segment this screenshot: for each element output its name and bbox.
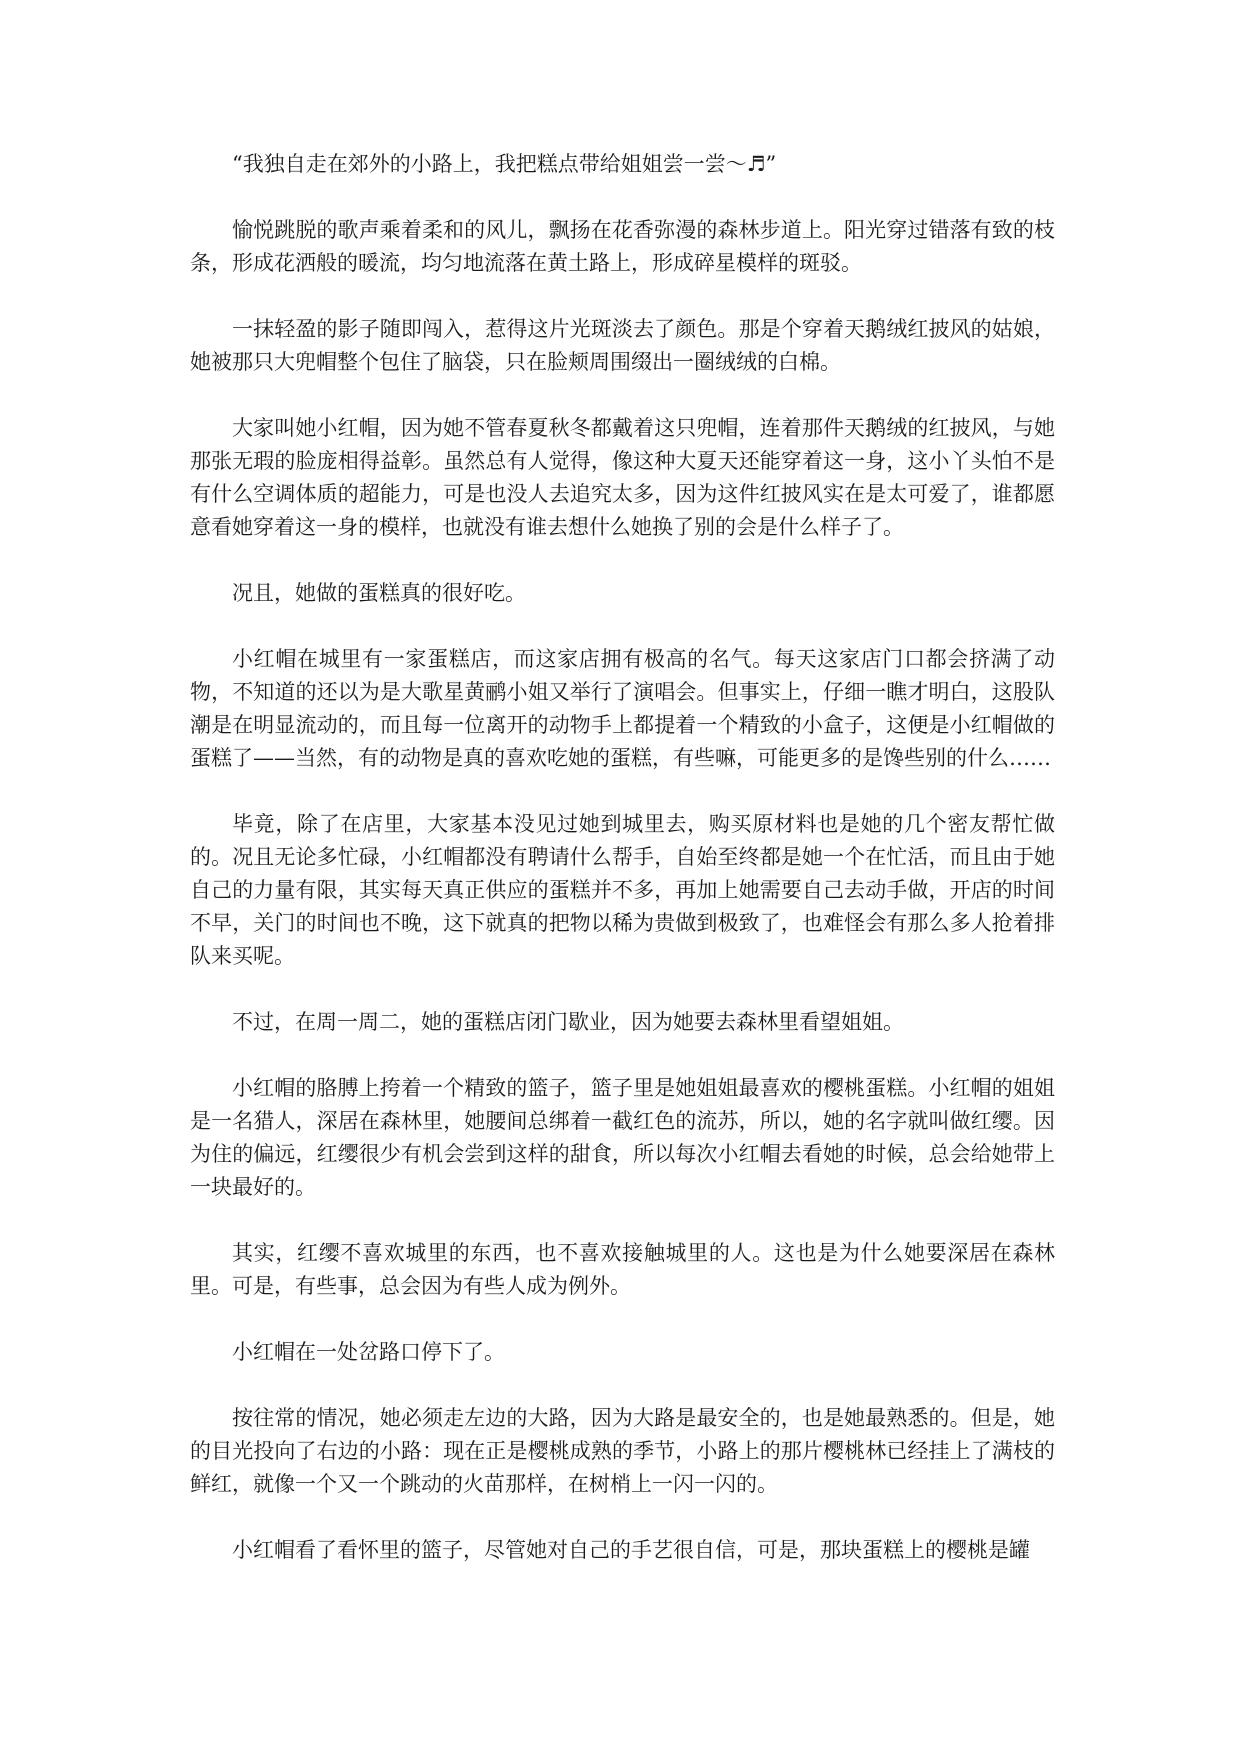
paragraph-11: 小红帽在一处岔路口停下了。 [232, 1340, 505, 1364]
paragraph-12: 按往常的情况，她必须走左边的大路，因为大路是最安全的，也是她最熟悉的。但是，她的目光投向了右边的小路：现在正是樱桃成熟的季节，小路上的那片樱桃林已经挂上了满枝的鲜红，就像一个又一个跳动的火苗那样，在树梢上一闪一闪的。 [190, 1406, 1055, 1496]
paragraph-4: 大家叫她小红帽，因为她不管春夏秋冬都戴着这只兜帽，连着那件天鹅绒的红披风，与她那张无瑕的脸庞相得益彰。虽然总有人觉得，像这种大夏天还能穿着这一身，这小丫头怕不是有什么空调体质的超能力，可是也没人去追究太多，因为这件红披风实在是太可爱了，谁都愿意看她穿着这一身的模样，也就没有谁去想什么她换了别的会是什么样子了。 [190, 416, 1055, 539]
paragraph-9: 小红帽的胳膊上挎着一个精致的篮子，篮子里是她姐姐最喜欢的樱桃蛋糕。小红帽的姐姐是一名猎人，深居在森林里，她腰间总绑着一截红色的流苏，所以，她的名字就叫做红缨。因为住的偏远，红缨很少有机会尝到这样的甜食，所以每次小红帽去看她的时候，总会给她带上一块最好的。 [190, 1076, 1055, 1199]
paragraph-5: 况且，她做的蛋糕真的很好吃。 [232, 581, 526, 605]
body-text [190, 148, 1055, 1600]
paragraph-2: 愉悦跳脱的歌声乘着柔和的风儿，飘扬在花香弥漫的森林步道上。阳光穿过错落有致的枝条，形成花洒般的暖流，均匀地流落在黄土路上，形成碎星模样的斑驳。 [190, 218, 1055, 275]
paragraph-13: 小红帽看了看怀里的篮子，尽管她对自己的手艺很自信，可是，那块蛋糕上的樱桃是罐 [232, 1538, 1030, 1562]
paragraph-6: 小红帽在城里有一家蛋糕店，而这家店拥有极高的名气。每天这家店门口都会挤满了动物，不知道的还以为是大歌星黄鹂小姐又举行了演唱会。但事实上，仔细一瞧才明白，这股队潮是在明显流动的，而且每一位离开的动物手上都提着一个精致的小盒子，这便是小红帽做的蛋糕了——当然，有的动物是真的喜欢吃她的蛋糕，有些嘛，可能更多的是馋些别的什么…… [190, 647, 1055, 770]
paragraph-3: 一抹轻盈的影子随即闯入，惹得这片光斑淡去了颜色。那是个穿着天鹅绒红披风的姑娘，她被那只大兜帽整个包住了脑袋，只在脸颊周围缀出一圈绒绒的白棉。 [190, 317, 1055, 374]
paragraph-7: 毕竟，除了在店里，大家基本没见过她到城里去，购买原材料也是她的几个密友帮忙做的。况且无论多忙碌，小红帽都没有聘请什么帮手，自始至终都是她一个在忙活，而且由于她自己的力量有限，其实每天真正供应的蛋糕并不多，再加上她需要自己去动手做，开店的时间不早，关门的时间也不晚，这下就真的把物以稀为贵做到极致了，也难怪会有那么多人抢着排队来买呢。 [190, 812, 1055, 968]
paragraph-1: “我独自走在郊外的小路上，我把糕点带给姐姐尝一尝～♬” [232, 152, 777, 176]
paragraph-10: 其实，红缨不喜欢城里的东西，也不喜欢接触城里的人。这也是为什么她要深居在森林里。可是，有些事，总会因为有些人成为例外。 [190, 1241, 1055, 1298]
paragraph-8: 不过，在周一周二，她的蛋糕店闭门歇业，因为她要去森林里看望姐姐。 [232, 1010, 904, 1034]
